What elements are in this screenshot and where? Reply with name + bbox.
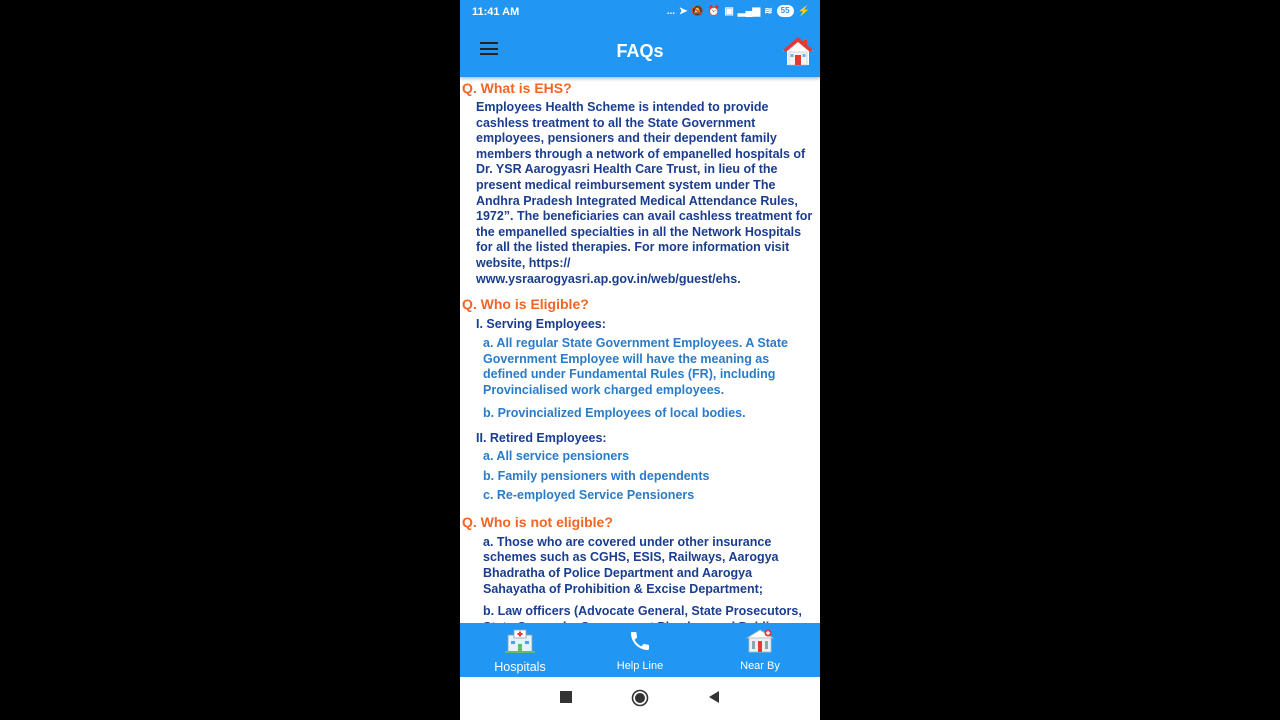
recents-button[interactable] [559, 690, 573, 704]
nav-hospitals[interactable] [470, 629, 570, 674]
list-item: b. Family pensioners with dependents [483, 468, 710, 483]
list-item: a. All service pensioners [483, 449, 630, 464]
list-item: c. Re-employed Service Pensioners [483, 488, 695, 503]
nearby-hospital-icon [746, 629, 774, 653]
page-title: FAQs [616, 41, 664, 61]
more-notifications-icon: ... [666, 5, 676, 17]
signal-icon: ▂▄▆ [737, 5, 761, 17]
home-button[interactable] [631, 689, 649, 707]
app-bar [460, 25, 820, 77]
charging-icon: ⚡ [797, 5, 810, 17]
serving-employees-heading: I. Serving Employees: [476, 317, 606, 332]
wifi-icon: ≋ [764, 5, 773, 17]
faq-question-who-is-not-eligible: Q. Who is not eligible? [462, 513, 613, 530]
list-item: b. Provincialized Employees of local bodies. [483, 405, 746, 420]
back-button[interactable] [707, 690, 721, 704]
faq-question-who-is-eligible: Q. Who is Eligible? [462, 296, 589, 313]
list-item: a. Those who are covered under other insurance schemes such as CGHS, ESIS, Railways, Aarogya Bhadratha of Police Department and Aarogya Sahayatha of Prohibition & Excise Department; [483, 534, 779, 596]
nav-help-line[interactable] [590, 629, 690, 672]
system-navigation-bar [460, 677, 820, 720]
nav-near-by[interactable] [710, 629, 810, 672]
nav-near-by-label: Near By [740, 660, 780, 672]
faq-content[interactable] [460, 77, 820, 623]
list-item: a. All regular State Government Employees. A State Government Employee will have the meaning as defined under Fundamental Rules (FR), including Provincialised work charged employees. [483, 336, 788, 397]
list-item: b. Law officers (Advocate General, State Prosecutors, [483, 604, 802, 619]
hospital-icon [505, 629, 535, 653]
volte-icon: ▣ [724, 5, 734, 17]
mute-icon: 🔕 [691, 5, 704, 17]
battery-icon: 55 [777, 5, 794, 17]
status-bar [460, 0, 820, 25]
phone-icon [628, 629, 652, 653]
faq-question-what-is-ehs: Q. What is EHS? [462, 80, 572, 96]
home-icon[interactable] [782, 36, 814, 66]
location-icon: ➤ [679, 5, 688, 17]
alarm-icon: ⏰ [707, 5, 721, 17]
faq-answer-what-is-ehs: Employees Health Scheme is intended to provide cashless treatment to all the State Government employees, pensioners and their dependent family members through a network of empanelled hospitals of Dr. YSR Aarogyasri Health Care Trust, in lieu of the present medical reimbursement system under The Andhra Pradesh Integrated Medical Attendance Rules, 1972”. The beneficiaries can avail cashless treatment for the empanelled specialties in all the Network Hospitals for all the listed therapies. For more information visit website, https:// www.ysraarogyasri.ap.gov.in/web/guest/ehs. [476, 100, 813, 286]
status-icons [667, 5, 810, 17]
bottom-navigation [460, 623, 820, 677]
nav-help-line-label: Help Line [616, 660, 664, 672]
status-time: 11:41 AM [472, 6, 520, 18]
retired-employees-heading: II. Retired Employees: [476, 431, 607, 446]
nav-hospitals-label: Hospitals [494, 660, 546, 674]
phone-screen [460, 0, 820, 720]
